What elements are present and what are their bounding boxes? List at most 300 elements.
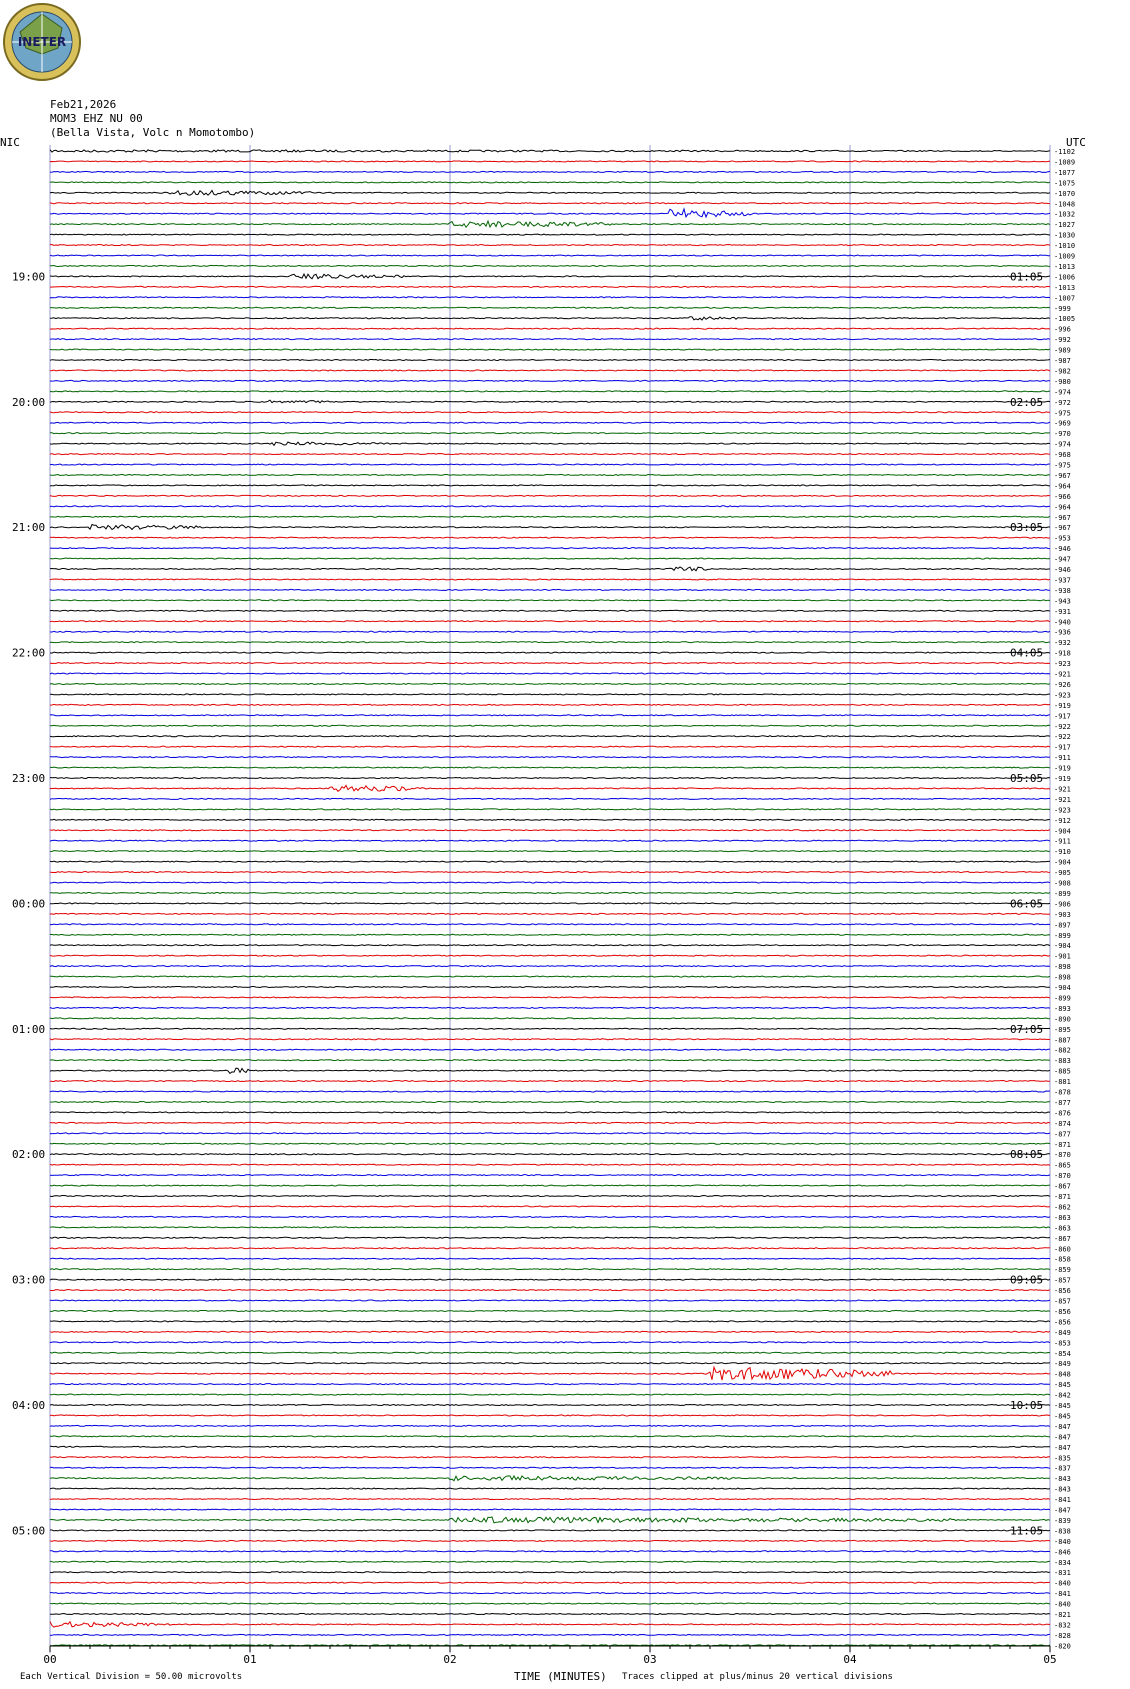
trace-offset-label-73: -903 (1054, 910, 1071, 919)
trace-offset-label-16: -1005 (1054, 315, 1076, 324)
trace-offset-label-36: -967 (1054, 524, 1071, 533)
trace-offset-label-45: -940 (1054, 618, 1071, 627)
trace-offset-label-116: -849 (1054, 1360, 1071, 1369)
trace-line-0 (50, 150, 1050, 152)
trace-offset-label-72: -906 (1054, 900, 1071, 909)
trace-offset-label-108: -857 (1054, 1276, 1071, 1285)
station-location: (Bella Vista, Volc n Momotombo) (50, 126, 256, 139)
trace-offset-label-2: -1077 (1054, 168, 1076, 177)
trace-line-30 (50, 464, 1050, 465)
trace-line-58 (50, 757, 1050, 758)
right-time-label-84: 07:05 (1010, 1022, 1044, 1036)
left-time-label-108: 03:00 (12, 1273, 46, 1287)
trace-offset-label-55: -922 (1054, 722, 1071, 731)
plot-date: Feb21,2026 (50, 98, 117, 111)
trace-line-31 (50, 474, 1050, 475)
trace-offset-label-89: -881 (1054, 1078, 1071, 1087)
trace-line-49 (50, 663, 1050, 664)
trace-line-51 (50, 683, 1050, 684)
trace-offset-label-126: -837 (1054, 1464, 1071, 1473)
trace-line-61 (50, 785, 1050, 791)
trace-offset-label-78: -898 (1054, 963, 1071, 972)
trace-line-1 (50, 161, 1050, 162)
trace-line-110 (50, 1300, 1050, 1301)
trace-line-76 (50, 945, 1050, 946)
trace-line-68 (50, 861, 1050, 862)
left-time-label-72: 00:00 (12, 897, 46, 911)
trace-line-90 (50, 1091, 1050, 1092)
trace-line-56 (50, 736, 1050, 737)
trace-line-59 (50, 767, 1050, 768)
trace-offset-label-59: -919 (1054, 764, 1071, 773)
trace-offset-label-106: -858 (1054, 1255, 1071, 1264)
right-time-label-60: 05:05 (1010, 772, 1044, 785)
trace-offset-label-19: -989 (1054, 346, 1071, 355)
trace-line-128 (50, 1488, 1050, 1489)
trace-offset-label-60: -919 (1054, 775, 1071, 783)
trace-line-98 (50, 1175, 1050, 1176)
left-time-label-48: 22:00 (12, 646, 46, 660)
trace-offset-label-33: -966 (1054, 492, 1071, 501)
trace-line-136 (50, 1572, 1050, 1573)
trace-offset-label-35: -967 (1054, 513, 1071, 522)
trace-line-19 (50, 349, 1050, 350)
trace-offset-label-141: -832 (1054, 1621, 1071, 1630)
trace-offset-label-70: -908 (1054, 879, 1071, 888)
trace-line-50 (50, 673, 1050, 674)
trace-offset-label-122: -847 (1054, 1422, 1071, 1431)
trace-offset-label-113: -849 (1054, 1328, 1071, 1337)
trace-offset-label-115: -854 (1054, 1349, 1071, 1358)
trace-offset-label-111: -856 (1054, 1307, 1071, 1316)
trace-offset-label-48: -918 (1054, 649, 1071, 658)
trace-offset-label-114: -853 (1054, 1339, 1071, 1348)
trace-line-132 (50, 1530, 1050, 1531)
left-time-label-60: 23:00 (12, 772, 46, 785)
trace-offset-label-7: -1027 (1054, 221, 1076, 230)
trace-line-29 (50, 454, 1050, 455)
trace-line-54 (50, 715, 1050, 716)
trace-line-5 (50, 203, 1050, 204)
trace-offset-label-44: -931 (1054, 607, 1071, 616)
trace-line-133 (50, 1540, 1050, 1541)
trace-offset-label-80: -904 (1054, 984, 1071, 992)
right-time-label-72: 06:05 (1010, 897, 1044, 911)
trace-offset-label-43: -943 (1054, 597, 1071, 606)
trace-offset-label-0: -1102 (1054, 148, 1076, 156)
trace-line-115 (50, 1352, 1050, 1353)
right-time-label-96: 08:05 (1010, 1148, 1044, 1162)
trace-line-127 (50, 1476, 1050, 1481)
trace-line-119 (50, 1394, 1050, 1395)
trace-line-3 (50, 182, 1050, 183)
station-code: MOM3 EHZ NU 00 (50, 112, 143, 125)
trace-offset-label-91: -877 (1054, 1098, 1071, 1107)
trace-offset-label-22: -980 (1054, 377, 1071, 386)
trace-line-15 (50, 307, 1050, 308)
trace-line-111 (50, 1310, 1050, 1311)
trace-offset-label-107: -859 (1054, 1266, 1071, 1275)
trace-line-72 (50, 903, 1050, 904)
trace-offset-label-62: -921 (1054, 795, 1071, 804)
trace-offset-label-117: -848 (1054, 1370, 1071, 1379)
trace-offset-label-21: -982 (1054, 367, 1071, 376)
trace-offset-label-123: -847 (1054, 1433, 1071, 1442)
trace-line-62 (50, 798, 1050, 799)
trace-offset-label-56: -922 (1054, 733, 1071, 742)
trace-offset-label-67: -910 (1054, 848, 1071, 857)
trace-line-105 (50, 1248, 1050, 1249)
trace-line-47 (50, 642, 1050, 643)
trace-line-39 (50, 558, 1050, 559)
trace-line-26 (50, 422, 1050, 423)
trace-offset-label-15: -999 (1054, 304, 1071, 313)
trace-line-112 (50, 1321, 1050, 1322)
trace-line-77 (50, 955, 1050, 956)
trace-line-94 (50, 1133, 1050, 1134)
trace-offset-label-82: -893 (1054, 1004, 1071, 1013)
trace-offset-label-25: -975 (1054, 409, 1071, 418)
trace-line-104 (50, 1237, 1050, 1238)
trace-offset-label-27: -970 (1054, 430, 1071, 439)
trace-line-95 (50, 1143, 1050, 1144)
trace-line-102 (50, 1216, 1050, 1217)
trace-line-38 (50, 548, 1050, 549)
trace-line-139 (50, 1603, 1050, 1604)
trace-line-134 (50, 1551, 1050, 1552)
trace-line-55 (50, 725, 1050, 726)
trace-offset-label-52: -923 (1054, 691, 1071, 700)
trace-offset-label-104: -867 (1054, 1234, 1071, 1243)
trace-line-93 (50, 1122, 1050, 1123)
trace-line-14 (50, 297, 1050, 298)
trace-line-114 (50, 1342, 1050, 1343)
trace-line-28 (50, 442, 1050, 445)
right-time-label-48: 04:05 (1010, 646, 1044, 660)
trace-line-80 (50, 987, 1050, 988)
trace-offset-label-1: -1089 (1054, 158, 1076, 167)
trace-line-18 (50, 339, 1050, 340)
trace-offset-label-103: -863 (1054, 1224, 1071, 1233)
trace-line-45 (50, 621, 1050, 622)
trace-line-99 (50, 1185, 1050, 1186)
trace-offset-label-133: -840 (1054, 1537, 1071, 1546)
trace-offset-label-118: -845 (1054, 1381, 1071, 1390)
trace-line-87 (50, 1060, 1050, 1061)
trace-offset-label-142: -828 (1054, 1631, 1071, 1640)
trace-offset-label-77: -901 (1054, 952, 1071, 961)
trace-line-8 (50, 234, 1050, 235)
trace-offset-label-125: -835 (1054, 1454, 1071, 1463)
trace-offset-label-58: -911 (1054, 754, 1071, 763)
trace-offset-label-51: -926 (1054, 680, 1071, 689)
trace-offset-label-143: -820 (1054, 1642, 1071, 1651)
trace-line-16 (50, 317, 1050, 320)
trace-offset-label-74: -897 (1054, 921, 1071, 930)
trace-offset-label-105: -860 (1054, 1245, 1071, 1254)
trace-offset-label-68: -904 (1054, 858, 1071, 867)
trace-offset-label-139: -840 (1054, 1600, 1071, 1609)
trace-line-74 (50, 924, 1050, 925)
trace-line-27 (50, 433, 1050, 434)
trace-offset-label-5: -1048 (1054, 200, 1076, 209)
trace-line-100 (50, 1196, 1050, 1197)
x-tick-label-05: 05 (1043, 1653, 1057, 1666)
trace-line-118 (50, 1384, 1050, 1385)
trace-offset-label-49: -923 (1054, 660, 1071, 669)
trace-line-13 (50, 286, 1050, 287)
trace-offset-label-42: -938 (1054, 586, 1071, 595)
trace-line-81 (50, 997, 1050, 998)
trace-offset-label-137: -840 (1054, 1579, 1071, 1588)
trace-offset-label-102: -863 (1054, 1213, 1071, 1222)
trace-line-40 (50, 567, 1050, 571)
trace-offset-label-140: -821 (1054, 1611, 1071, 1619)
trace-offset-label-30: -975 (1054, 461, 1071, 470)
trace-line-116 (50, 1363, 1050, 1364)
trace-line-36 (50, 525, 1050, 530)
trace-line-57 (50, 746, 1050, 747)
trace-line-41 (50, 579, 1050, 580)
trace-line-117 (50, 1367, 1050, 1380)
right-time-label-12: 01:05 (1010, 270, 1044, 284)
trace-line-2 (50, 171, 1050, 172)
trace-line-67 (50, 851, 1050, 852)
x-tick-label-03: 03 (643, 1653, 657, 1666)
left-time-label-96: 02:00 (12, 1148, 46, 1162)
trace-offset-label-83: -890 (1054, 1015, 1071, 1024)
trace-offset-label-39: -947 (1054, 555, 1071, 564)
trace-offset-label-37: -953 (1054, 534, 1071, 543)
trace-line-43 (50, 600, 1050, 601)
trace-line-113 (50, 1331, 1050, 1332)
trace-offset-label-24: -972 (1054, 398, 1071, 407)
trace-offset-label-85: -887 (1054, 1036, 1071, 1045)
trace-line-82 (50, 1007, 1050, 1008)
trace-offset-label-34: -964 (1054, 503, 1071, 512)
trace-offset-label-94: -877 (1054, 1130, 1071, 1139)
trace-line-6 (50, 209, 1050, 217)
trace-offset-label-32: -964 (1054, 482, 1071, 491)
trace-line-44 (50, 610, 1050, 611)
right-time-label-36: 03:05 (1010, 521, 1044, 535)
trace-line-126 (50, 1467, 1050, 1468)
trace-offset-label-92: -876 (1054, 1109, 1071, 1118)
trace-offset-label-63: -923 (1054, 806, 1071, 815)
trace-offset-label-112: -856 (1054, 1318, 1071, 1327)
trace-offset-label-81: -899 (1054, 994, 1071, 1003)
trace-offset-label-136: -831 (1054, 1569, 1071, 1578)
trace-line-37 (50, 537, 1050, 538)
trace-offset-label-64: -912 (1054, 816, 1071, 825)
trace-line-53 (50, 704, 1050, 705)
trace-offset-label-128: -843 (1054, 1485, 1071, 1494)
trace-offset-label-132: -838 (1054, 1527, 1071, 1536)
right-time-label-120: 10:05 (1010, 1399, 1044, 1412)
trace-line-75 (50, 934, 1050, 935)
trace-line-142 (50, 1634, 1050, 1635)
trace-offset-label-3: -1075 (1054, 179, 1076, 188)
trace-offset-label-28: -974 (1054, 440, 1071, 449)
x-tick-label-02: 02 (443, 1653, 457, 1666)
trace-line-83 (50, 1018, 1050, 1019)
trace-line-135 (50, 1561, 1050, 1562)
trace-offset-label-61: -921 (1054, 785, 1071, 794)
trace-offset-label-20: -987 (1054, 357, 1071, 365)
x-axis-label: TIME (MINUTES) (514, 1670, 607, 1683)
trace-offset-label-90: -878 (1054, 1088, 1071, 1097)
trace-line-84 (50, 1028, 1050, 1029)
trace-offset-label-10: -1009 (1054, 252, 1076, 261)
trace-line-91 (50, 1101, 1050, 1102)
trace-line-141 (50, 1622, 1050, 1628)
trace-offset-label-66: -911 (1054, 837, 1071, 846)
trace-offset-label-65: -904 (1054, 827, 1071, 836)
trace-offset-label-31: -967 (1054, 471, 1071, 480)
left-time-label-24: 20:00 (12, 395, 46, 409)
trace-line-96 (50, 1154, 1050, 1155)
trace-offset-label-97: -865 (1054, 1161, 1071, 1170)
trace-offset-label-100: -871 (1054, 1193, 1071, 1201)
trace-line-63 (50, 809, 1050, 810)
trace-line-46 (50, 631, 1050, 632)
trace-offset-label-41: -937 (1054, 576, 1071, 585)
trace-offset-label-84: -895 (1054, 1025, 1071, 1034)
trace-line-140 (50, 1614, 1050, 1615)
trace-offset-label-17: -996 (1054, 325, 1071, 334)
trace-offset-label-119: -842 (1054, 1391, 1071, 1400)
trace-offset-label-99: -867 (1054, 1182, 1071, 1191)
trace-offset-label-127: -843 (1054, 1475, 1071, 1484)
trace-offset-label-75: -899 (1054, 931, 1071, 940)
trace-line-107 (50, 1269, 1050, 1270)
trace-line-85 (50, 1039, 1050, 1040)
trace-line-10 (50, 255, 1050, 256)
trace-offset-label-124: -847 (1054, 1443, 1071, 1452)
trace-line-23 (50, 391, 1050, 392)
trace-offset-label-76: -904 (1054, 942, 1071, 951)
trace-offset-label-134: -846 (1054, 1548, 1071, 1557)
trace-line-86 (50, 1049, 1050, 1050)
trace-line-71 (50, 892, 1050, 893)
trace-line-131 (50, 1517, 1050, 1523)
trace-line-120 (50, 1405, 1050, 1406)
trace-offset-label-120: -845 (1054, 1402, 1071, 1410)
trace-line-7 (50, 221, 1050, 227)
trace-offset-label-121: -845 (1054, 1412, 1071, 1421)
trace-offset-label-50: -921 (1054, 670, 1071, 679)
trace-offset-label-96: -870 (1054, 1151, 1071, 1160)
x-tick-label-04: 04 (843, 1653, 857, 1666)
trace-line-52 (50, 694, 1050, 695)
trace-line-42 (50, 589, 1050, 590)
trace-offset-label-6: -1032 (1054, 210, 1076, 219)
trace-offset-label-47: -932 (1054, 639, 1071, 648)
right-zone-label: UTC (1066, 136, 1086, 149)
trace-line-11 (50, 265, 1050, 266)
trace-offset-label-87: -883 (1054, 1057, 1071, 1066)
trace-line-106 (50, 1258, 1050, 1259)
scale-note: Each Vertical Division = 50.00 microvolts (20, 1672, 243, 1682)
clip-note: Traces clipped at plus/minus 20 vertical divisions (622, 1672, 893, 1682)
trace-offset-label-11: -1013 (1054, 262, 1076, 271)
trace-offset-label-71: -899 (1054, 889, 1071, 898)
trace-line-121 (50, 1415, 1050, 1416)
trace-offset-label-110: -857 (1054, 1297, 1071, 1306)
trace-offset-label-95: -871 (1054, 1140, 1071, 1149)
trace-line-35 (50, 516, 1050, 517)
trace-offset-label-29: -968 (1054, 451, 1071, 460)
trace-offset-label-98: -870 (1054, 1172, 1071, 1181)
trace-line-73 (50, 913, 1050, 914)
trace-offset-label-14: -1007 (1054, 294, 1076, 303)
trace-line-129 (50, 1499, 1050, 1500)
trace-line-65 (50, 830, 1050, 831)
trace-offset-label-69: -905 (1054, 869, 1071, 878)
left-time-label-120: 04:00 (12, 1399, 46, 1412)
trace-line-64 (50, 819, 1050, 820)
trace-offset-label-101: -862 (1054, 1203, 1071, 1212)
trace-offset-label-26: -969 (1054, 419, 1071, 428)
trace-line-70 (50, 882, 1050, 883)
trace-line-92 (50, 1112, 1050, 1113)
trace-line-108 (50, 1279, 1050, 1280)
trace-offset-label-130: -847 (1054, 1506, 1071, 1515)
right-time-label-24: 02:05 (1010, 395, 1044, 409)
trace-line-24 (50, 400, 1050, 403)
x-tick-label-00: 00 (43, 1653, 57, 1666)
trace-line-25 (50, 412, 1050, 413)
trace-offset-label-57: -917 (1054, 743, 1071, 752)
trace-offset-label-79: -898 (1054, 973, 1071, 982)
trace-line-12 (50, 274, 1050, 279)
right-time-label-132: 11:05 (1010, 1524, 1044, 1538)
trace-offset-label-46: -936 (1054, 628, 1071, 637)
trace-line-130 (50, 1509, 1050, 1510)
trace-line-123 (50, 1436, 1050, 1437)
left-time-label-132: 05:00 (12, 1524, 46, 1538)
trace-offset-label-53: -919 (1054, 701, 1071, 710)
trace-line-20 (50, 360, 1050, 361)
left-zone-label: NIC (0, 136, 20, 149)
x-tick-label-01: 01 (243, 1653, 257, 1666)
trace-offset-label-131: -839 (1054, 1516, 1071, 1525)
trace-offset-label-86: -882 (1054, 1046, 1071, 1055)
trace-offset-label-138: -841 (1054, 1590, 1071, 1599)
trace-offset-label-88: -885 (1054, 1067, 1071, 1076)
trace-offset-label-12: -1006 (1054, 273, 1076, 282)
trace-line-21 (50, 370, 1050, 371)
trace-line-69 (50, 872, 1050, 873)
right-time-label-108: 09:05 (1010, 1273, 1044, 1287)
trace-line-122 (50, 1425, 1050, 1426)
trace-offset-label-23: -974 (1054, 388, 1071, 397)
left-time-label-36: 21:00 (12, 521, 46, 535)
trace-line-137 (50, 1582, 1050, 1583)
trace-offset-label-13: -1013 (1054, 283, 1076, 292)
trace-offset-label-9: -1010 (1054, 242, 1076, 251)
trace-offset-label-93: -874 (1054, 1119, 1071, 1128)
trace-offset-label-18: -992 (1054, 336, 1071, 345)
trace-line-22 (50, 380, 1050, 381)
trace-line-48 (50, 652, 1050, 653)
trace-line-4 (50, 191, 1050, 196)
trace-offset-label-8: -1030 (1054, 231, 1076, 240)
trace-line-66 (50, 840, 1050, 841)
trace-line-138 (50, 1593, 1050, 1594)
trace-line-60 (50, 778, 1050, 779)
trace-line-124 (50, 1446, 1050, 1447)
